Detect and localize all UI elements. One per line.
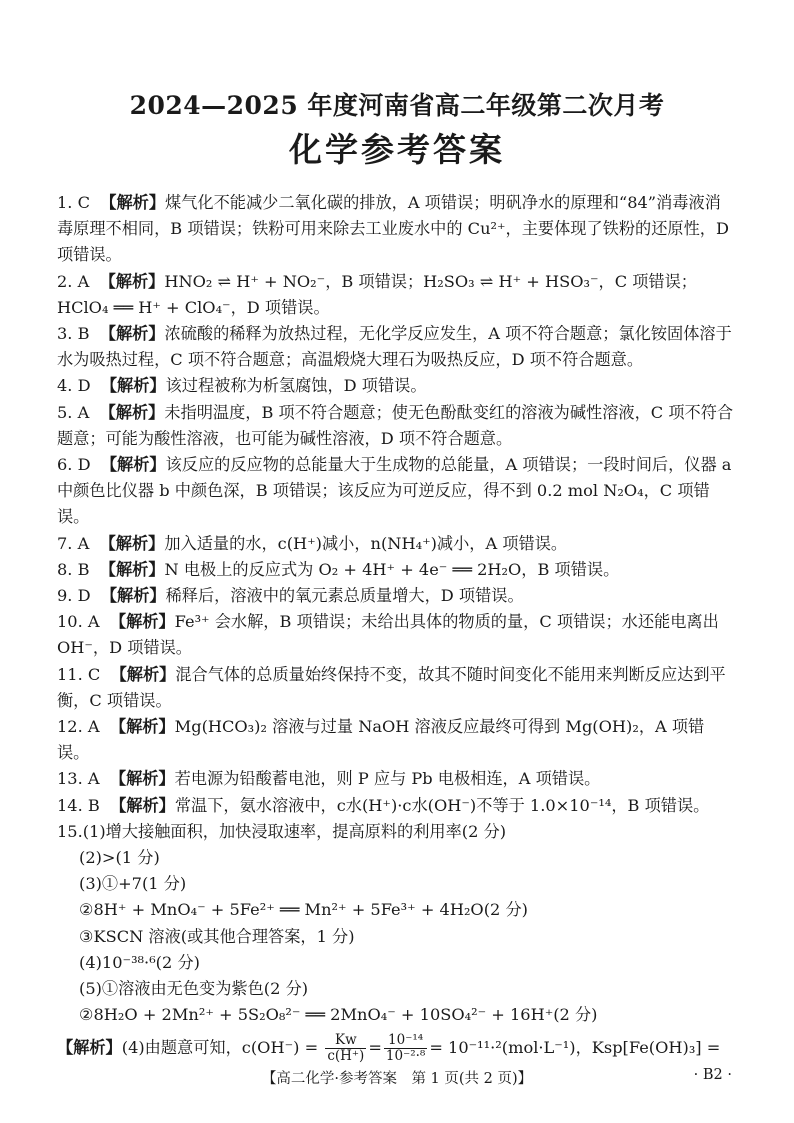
footer-code: · B2 · xyxy=(693,1067,732,1083)
analysis-label: 【解析】 xyxy=(99,324,165,344)
analysis-text: 煤气化不能减少二氧化碳的排放，A 项错误；明矾净水的原理和“84”消毒液消毒原理不相同，B 项错误；铁粉可用来除去工业废水中的 Cu²⁺，主要体现了铁粉的还原性，D 项错误。 xyxy=(57,193,729,265)
analysis-text: Fe³⁺ 会水解，B 项错误；未给出具体的物质的量，C 项错误；水还能电离出 OH⁻，D 项错误。 xyxy=(57,612,719,658)
answer-item xyxy=(57,190,736,269)
q15-analysis xyxy=(57,1033,736,1064)
answer-item xyxy=(57,452,736,531)
analysis-label: 【解析】 xyxy=(109,612,175,632)
analysis-label: 【解析】 xyxy=(99,559,165,579)
answer-number: 14. B xyxy=(57,795,100,815)
q15-sub-answers xyxy=(57,845,736,1028)
answer-number: 7. A xyxy=(57,533,90,553)
answer-item xyxy=(57,269,736,321)
sub-answer-line: (3)①+7(1 分) xyxy=(79,874,187,894)
analysis-text: 加入适量的水，c(H⁺)减小，n(NH₄⁺)减小，A 项错误。 xyxy=(164,533,568,553)
sub-answer-line: ②8H₂O + 2Mn²⁺ + 5S₂O₈²⁻ ══ 2MnO₄⁻ + 10SO₄²⁻ + 16H⁺(2 分) xyxy=(79,1005,598,1025)
sub-answer-line: (5)①溶液由无色变为紫色(2 分) xyxy=(79,979,309,999)
answer-content xyxy=(57,190,736,1064)
answer-item xyxy=(57,400,736,452)
analysis-suffix: = 10⁻¹¹·²(mol·L⁻¹)，Ksp[Fe(OH)₃] = xyxy=(429,1037,721,1057)
analysis-label: 【解析】 xyxy=(100,586,166,606)
answer-item xyxy=(57,662,736,714)
answer-number: 3. B xyxy=(57,324,90,344)
analysis-label: 【解析】 xyxy=(57,1037,122,1057)
fraction-kw-over-h xyxy=(325,1033,366,1064)
sub-answer-line: ②8H⁺ + MnO₄⁻ + 5Fe²⁺ ══ Mn²⁺ + 5Fe³⁺ + 4H₂O(2 分) xyxy=(79,900,528,920)
answer-number: 6. D xyxy=(57,455,91,475)
answer-item xyxy=(57,766,736,792)
analysis-label: 【解析】 xyxy=(109,717,175,737)
analysis-label: 【解析】 xyxy=(100,455,166,475)
analysis-prefix: (4)由题意可知，c(OH⁻) = xyxy=(121,1037,319,1057)
analysis-text: 常温下，氨水溶液中，c水(H⁺)·c水(OH⁻)不等于 1.0×10⁻¹⁴，B 项错误。 xyxy=(174,795,710,815)
analysis-text: 未指明温度，B 项不符合题意；使无色酚酞变红的溶液为碱性溶液，C 项不符合题意；可能为酸性溶液，也可能为碱性溶液，D 项不符合题意。 xyxy=(57,402,734,448)
answer-item xyxy=(57,321,736,373)
sub-answer-line: (4)10⁻³⁸·⁶(2 分) xyxy=(79,952,200,972)
analysis-label: 【解析】 xyxy=(99,271,165,291)
answer-line: (1)增大接触面积，加快浸取速率，提高原料的利用率(2 分) xyxy=(82,821,507,841)
answer-item xyxy=(57,531,736,557)
answer-number: 1. C xyxy=(57,193,90,212)
answer-number: 15. xyxy=(57,821,83,841)
answer-number: 11. C xyxy=(57,664,101,684)
analysis-text: 稀释后，溶液中的氧元素总质量增大，D 项错误。 xyxy=(165,586,524,606)
answer-number: 2. A xyxy=(57,271,90,291)
fraction-denominator: c(H⁺) xyxy=(327,1047,365,1064)
analysis-label: 【解析】 xyxy=(110,664,176,684)
answer-item xyxy=(57,557,736,583)
analysis-label: 【解析】 xyxy=(100,376,166,396)
answer-list xyxy=(57,190,736,819)
analysis-text: 该反应的反应物的总能量大于生成物的总能量，A 项错误；一段时间后，仪器 a 中颜色比仪器 b 中颜色深，B 项错误；该反应为可逆反应，得不到 0.2 mol N₂O₄，C 项错误。 xyxy=(57,455,732,527)
answer-item xyxy=(57,714,736,766)
exam-title: 2024—2025 年度河南省高二年级第二次月考 xyxy=(129,91,665,120)
answer-number: 5. A xyxy=(57,402,90,422)
analysis-label: 【解析】 xyxy=(109,769,175,789)
fraction-numerator: Kw xyxy=(325,1033,366,1049)
analysis-text: 若电源为铅酸蓄电池，则 P 应与 Pb 电极相连，A 项错误。 xyxy=(174,769,601,789)
answer-number: 9. D xyxy=(57,586,91,606)
analysis-text: 浓硫酸的稀释为放热过程，无化学反应发生，A 项不符合题意；氯化铵固体溶于水为吸热过程，C 项不符合题意；高温煅烧大理石为吸热反应，D 项不符合题意。 xyxy=(57,324,732,370)
analysis-label: 【解析】 xyxy=(100,193,166,212)
answer-number: 8. B xyxy=(57,559,90,579)
analysis-text: HNO₂ ⇌ H⁺ + NO₂⁻，B 项错误；H₂SO₃ ⇌ H⁺ + HSO₃⁻，C 项错误；HClO₄ ══ H⁺ + ClO₄⁻，D 项错误。 xyxy=(57,271,697,317)
analysis-label: 【解析】 xyxy=(99,402,165,422)
analysis-text: Mg(HCO₃)₂ 溶液与过量 NaOH 溶液反应最终可得到 Mg(OH)₂，A 项错误。 xyxy=(57,717,705,763)
answer-number: 12. A xyxy=(57,717,100,737)
document-title: 化学参考答案 xyxy=(289,130,505,169)
answer-number: 13. A xyxy=(57,769,100,789)
analysis-text: 该过程被称为析氢腐蚀，D 项错误。 xyxy=(165,376,427,396)
analysis-label: 【解析】 xyxy=(110,795,175,815)
fraction-numerator: 10⁻¹⁴ xyxy=(384,1033,427,1049)
answer-item xyxy=(57,373,736,399)
answer-item xyxy=(57,609,736,661)
sub-answer-line: ③KSCN 溶液(或其他合理答案，1 分) xyxy=(79,926,355,946)
answer-number: 4. D xyxy=(57,376,91,396)
fraction-denominator: 10⁻²·⁸ xyxy=(385,1047,426,1064)
analysis-text: 混合气体的总质量始终保持不变，故其不随时间变化不能用来判断反应达到平衡，C 项错误。 xyxy=(57,664,726,710)
answer-item xyxy=(57,583,736,609)
sub-answer-line: (2)>(1 分) xyxy=(79,848,160,868)
answer-item xyxy=(57,793,736,819)
analysis-text: N 电极上的反应式为 O₂ + 4H⁺ + 4e⁻ ══ 2H₂O，B 项错误。 xyxy=(164,559,620,579)
footer-page-info: 【高二化学·参考答案 第 1 页(共 2 页)】 xyxy=(261,1071,533,1087)
fraction-powers xyxy=(384,1033,427,1064)
analysis-label: 【解析】 xyxy=(99,533,165,553)
answer-item-15 xyxy=(57,819,736,845)
answer-number: 10. A xyxy=(57,612,100,632)
equals-sign: = xyxy=(368,1037,382,1057)
